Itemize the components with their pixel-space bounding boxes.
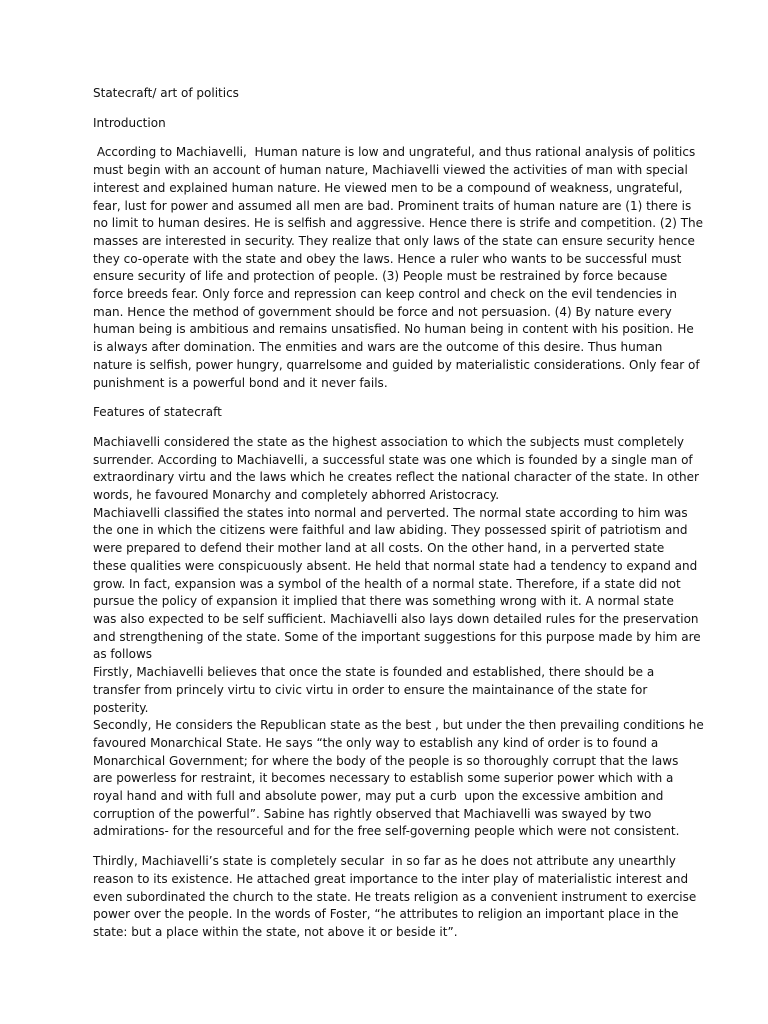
text-line: Thirdly, Machiavelli’s state is completely secular in so far as he does not attribute any unearthly xyxy=(93,854,676,869)
text-line: Machiavelli considered the state as the highest association to which the subjects must completely xyxy=(93,434,685,449)
text-line: admirations- for the resourceful and for the free self-governing people which were not consistent. xyxy=(93,824,680,839)
text-line: state: but a place within the state, not above it or beside it”. xyxy=(93,924,458,939)
text-line: as follows xyxy=(93,647,153,662)
text-line: words, he favoured Monarchy and completely abhorred Aristocracy. xyxy=(93,488,500,503)
text-line: no limit to human desires. He is selfish and aggressive. Hence there is strife and competition. (2) The xyxy=(93,216,704,231)
text-line: is always after domination. The enmities and wars are the outcome of this desire. Thus human xyxy=(93,340,663,355)
text-line: posterity. xyxy=(93,700,149,715)
text-line: punishment is a powerful bond and it never fails. xyxy=(93,375,388,390)
text-line: Machiavelli classified the states into normal and perverted. The normal state according to him was xyxy=(93,505,688,520)
text-line: even subordinated the church to the state. He treats religion as a convenient instrument to exercise xyxy=(93,889,697,904)
text-line: Firstly, Machiavelli believes that once the state is founded and established, there should be a xyxy=(93,665,655,680)
text-line: reason to its existence. He attached great importance to the inter play of materialistic interest and xyxy=(93,871,689,886)
spacer xyxy=(93,392,683,404)
features-paragraph xyxy=(93,434,704,841)
text-line: masses are interested in security. They realize that only laws of the state can ensure security hence xyxy=(93,233,695,248)
text-line: they co-operate with the state and obey the laws. Hence a ruler who wants to be successful must xyxy=(93,251,682,266)
spacer xyxy=(93,132,683,144)
text-line: was also expected to be self sufficient. Machiavelli also lays down detailed rules for the preservation xyxy=(93,611,699,626)
text-line: corruption of the powerful”. Sabine has rightly observed that Machiavelli was swayed by two xyxy=(93,806,652,821)
features-heading: Features of statecraft xyxy=(93,405,222,420)
text-line: the one in which the citizens were faithful and law abiding. They possessed spirit of patriotism and xyxy=(93,523,688,538)
text-line: must begin with an account of human nature, Machiavelli viewed the activities of man with special xyxy=(93,163,688,178)
text-line: Secondly, He considers the Republican state as the best , but under the then prevailing conditions he xyxy=(93,718,704,733)
text-line: ensure security of life and protection of people. (3) People must be restrained by force because xyxy=(93,269,668,284)
text-line: were prepared to defend their mother land at all costs. On the other hand, in a perverted state xyxy=(93,541,665,556)
text-line: human being is ambitious and remains unsatisfied. No human being in content with his position. He xyxy=(93,322,694,337)
text-line: and strengthening of the state. Some of the important suggestions for this purpose made by him are xyxy=(93,629,701,644)
spacer xyxy=(93,103,683,115)
text-line: favoured Monarchical State. He says “the only way to establish any kind of order is to found a xyxy=(93,735,659,750)
text-line: interest and explained human nature. He viewed men to be a compound of weakness, ungrateful, xyxy=(93,180,683,195)
text-line: these qualities were conspicuously absent. He held that normal state had a tendency to expand and xyxy=(93,558,698,573)
text-line: According to Machiavelli, Human nature is low and ungrateful, and thus rational analysis of politics xyxy=(93,145,696,160)
text-line: transfer from princely virtu to civic virtu in order to ensure the maintainance of the state for xyxy=(93,682,648,697)
text-line: grow. In fact, expansion was a symbol of the health of a normal state. Therefore, if a state did not xyxy=(93,576,681,591)
text-line: nature is selfish, power hungry, quarrelsome and guided by materialistic considerations. Only fear of xyxy=(93,357,700,372)
text-line: fear, lust for power and assumed all men are bad. Prominent traits of human nature are (1) there is xyxy=(93,198,692,213)
spacer xyxy=(93,422,683,434)
text-line: force breeds fear. Only force and repression can keep control and check on the evil tendencies in xyxy=(93,287,677,302)
text-line: man. Hence the method of government should be force and not persuasion. (4) By nature every xyxy=(93,304,672,319)
thirdly-paragraph xyxy=(93,853,697,942)
text-line: power over the people. In the words of Foster, “he attributes to religion an important place in the xyxy=(93,907,679,922)
text-line: surrender. According to Machiavelli, a successful state was one which is founded by a single man of xyxy=(93,452,693,467)
introduction-paragraph xyxy=(93,144,704,392)
text-line: Monarchical Government; for where the body of the people is so thoroughly corrupt that the laws xyxy=(93,753,679,768)
text-line: are powerless for restraint, it becomes necessary to establish some superior power which with a xyxy=(93,771,674,786)
text-line: pursue the policy of expansion it implied that there was something wrong with it. A normal state xyxy=(93,594,674,609)
introduction-heading: Introduction xyxy=(93,115,166,130)
spacer xyxy=(93,841,683,853)
document-title: Statecraft/ art of politics xyxy=(93,86,239,100)
text-line: extraordinary virtu and the laws which he creates reflect the national character of the state. In other xyxy=(93,470,699,485)
document-page xyxy=(93,85,704,942)
text-line: royal hand and with full and absolute power, may put a curb upon the excessive ambition and xyxy=(93,789,664,804)
